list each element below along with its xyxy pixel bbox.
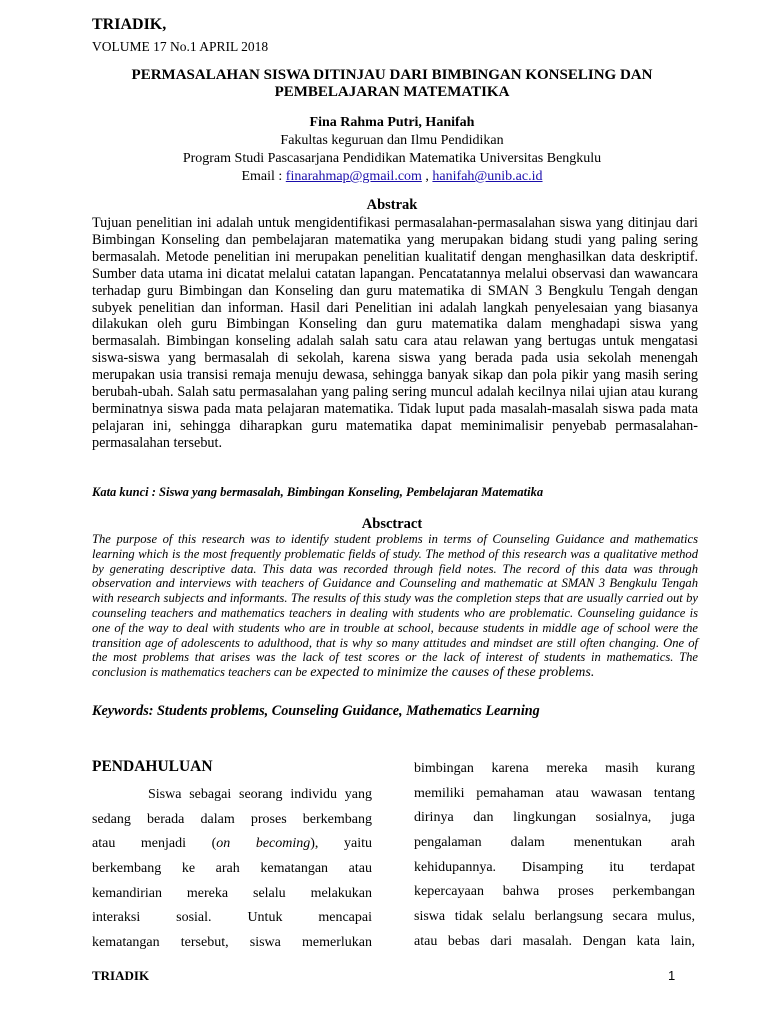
author-block [92, 114, 692, 186]
intro-right-line: siswa tidak selalu berlangsung secara mulus, [414, 909, 695, 925]
intro-right-line: dirinya dan lingkungan sosialnya, juga [414, 810, 695, 826]
journal-volume: VOLUME 17 No.1 APRIL 2018 [92, 39, 269, 54]
author-names: Fina Rahma Putri, Hanifah [309, 115, 475, 130]
paper-title-line-1: PERMASALAHAN SISWA DITINJAU DARI BIMBINGAN KONSELING DAN [131, 67, 653, 83]
footer-page-number: 1 [668, 968, 676, 983]
on-becoming-emphasis: on becoming [216, 836, 311, 852]
intro-right-line: atau bebas dari masalah. Dengan kata lain, [414, 933, 695, 949]
abstrak-heading: Abstrak [366, 197, 418, 213]
abstract-body-text: The purpose of this research was to identify student problems in terms of Counseling Guidance and mathematics learning which is the most frequently problematic fields of study. The method of this research was a qualitative method by generating descriptive data. This data was recorded through field notes. The record of this data was through observation and interviews with teachers of Guidance and Counseling and mathematic at SMAN 3 Bengkulu Tengah with research subjects and informants. The results of this study was the completion steps that are usually carried out by counseling teachers and mathematics teachers in dealing with students who are problematic. Counseling guidance is one of the way to deal with students who are in trouble at school, because students in middle age of school were the transition age of adolescents to adulthood, that is why so many attitudes and mindset are still often changing. One of the most problems that arises was the lack of test scores or the lack of interest of students in mathematics. The conclusion is mathematics teachers can be [92, 532, 698, 680]
keywords: Keywords: Students problems, Counseling Guidance, Mathematics Learning [92, 703, 540, 719]
email-link-1[interactable]: finarahmap@gmail.com [285, 169, 422, 184]
paper-title [92, 67, 692, 101]
email-label: Email : [241, 169, 286, 184]
intro-left-column [92, 783, 372, 956]
author-program: Program Studi Pascasarjana Pendidikan Matematika Universitas Bengkulu [182, 151, 602, 166]
email-separator: , [421, 169, 433, 184]
intro-right-column [414, 757, 695, 955]
kata-kunci: Kata kunci : Siswa yang bermasalah, Bimbingan Konseling, Pembelajaran Matematika [92, 485, 544, 499]
author-email-line [92, 168, 692, 186]
intro-right-line: memiliki pemahaman atau wawasan tentang [414, 785, 695, 801]
pendahuluan-heading: PENDAHULUAN [92, 758, 213, 775]
intro-left-line: kemandirian mereka selalu melakukan [92, 885, 372, 901]
abstrak-body: Tujuan penelitian ini adalah untuk mengidentifikasi permasalahan-permasalahan siswa yang ditinjau dari Bimbingan Konseling dan pembelajaran matematika yang merupakan bidang studi yang paling sering bermasalah. Metode penelitian ini merupakan penelitian kualitatif dengan menghasilkan data deskriptif. Sumber data utama ini dicatat melalui catatan lapangan. Pencatatannya melalui observasi dan wawancara terhadap guru Bimbingan dan Konseling dan guru matematika di SMAN 3 Bengkulu Tengah dengan subyek penelitian dan informan. Hasil dari Penelitian ini adalah langkah penyelesaian yang biasanya dilakukan oleh guru Bimbingan Konseling dan guru matematika dalam menghadapi siswa yang bermasalah. Bimbingan konseling adalah salah satu cara atau relawan yang bertugas untuk mengatasi siswa-siswa yang bermasalah di sekolah, karena siswa yang berada pada usia sekolah menengah merupakan usia transisi remaja menuju dewasa, sehingga banyak sikap dan pola pikir yang masih sering berubah-ubah. Salah satu permasalahan yang paling sering muncul adalah kecilnya nilai ujian atau kurang berminatnya siswa pada mata pelajaran matematika. Tidak luput pada masalah-masalah siswa pada mata pelajaran ini, sehingga diharapkan guru matematika dapat meminimalisir penyebab permasalahan-permasalahan tersebut. [92, 215, 698, 451]
intro-left-line: berkembang ke arah kematangan atau [92, 861, 372, 877]
intro-left-line: interaksi sosial. Untuk mencapai [92, 910, 372, 926]
intro-left-line: sedang berada dalam proses berkembang [92, 811, 372, 827]
footer-journal-name: TRIADIK [92, 968, 150, 983]
journal-name: TRIADIK, [92, 16, 167, 33]
abstract-body [92, 532, 698, 681]
email-link-2[interactable]: hanifah@unib.ac.id [432, 169, 543, 184]
intro-right-line: bimbingan karena mereka masih kurang [414, 761, 695, 776]
intro-right-line: pengalaman dalam menentukan arah [414, 835, 695, 851]
paper-title-line-2: PEMBELAJARAN MATEMATIKA [274, 84, 510, 100]
intro-right-line: kepercayaan bahwa proses perkembangan [414, 884, 695, 900]
intro-left-line: kematangan tersebut, siswa memerlukan [92, 935, 372, 951]
intro-left-line: Siswa sebagai seorang individu yang [148, 787, 372, 802]
abstract-body-tail: expected to minimize the causes of these problems. [310, 665, 595, 681]
author-faculty: Fakultas keguruan dan Ilmu Pendidikan [280, 133, 504, 148]
abstract-heading: Absctract [361, 516, 423, 532]
intro-left-line: atau menjadi (on becoming), yaitu [92, 836, 373, 852]
intro-right-line: kehidupannya. Disamping itu terdapat [414, 859, 695, 875]
